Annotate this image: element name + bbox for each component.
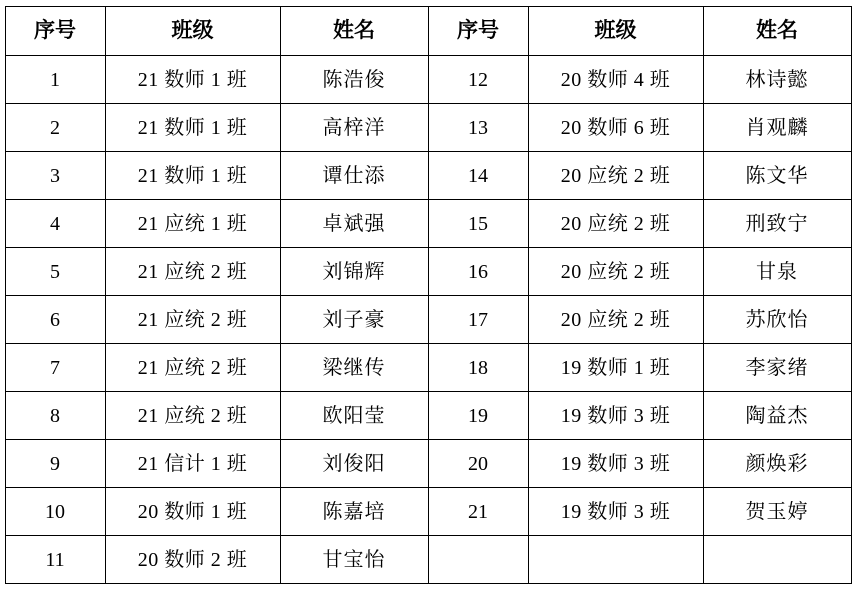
- column-header-seq-right: 序号: [428, 7, 528, 56]
- table-row: [5, 56, 851, 104]
- table-row: [5, 344, 851, 392]
- cell-seq-right: 14: [428, 152, 528, 200]
- cell-name-right: 贺玉婷: [703, 488, 851, 536]
- table-row: [5, 440, 851, 488]
- cell-class-right: 20 应统 2 班: [528, 200, 703, 248]
- table-row: [5, 200, 851, 248]
- table-row: [5, 296, 851, 344]
- cell-name-right: 林诗懿: [703, 56, 851, 104]
- cell-class-left: 21 数师 1 班: [105, 152, 280, 200]
- cell-seq-left: 2: [5, 104, 105, 152]
- cell-seq-left: 8: [5, 392, 105, 440]
- cell-name-left: 陈嘉培: [280, 488, 428, 536]
- cell-seq-right: 16: [428, 248, 528, 296]
- cell-name-right: 肖观麟: [703, 104, 851, 152]
- column-header-class-left: 班级: [105, 7, 280, 56]
- cell-name-left: 卓斌强: [280, 200, 428, 248]
- column-header-seq-left: 序号: [5, 7, 105, 56]
- cell-name-right: 李家绪: [703, 344, 851, 392]
- cell-seq-right-empty: [428, 536, 528, 584]
- cell-seq-right: 21: [428, 488, 528, 536]
- cell-class-left: 21 数师 1 班: [105, 104, 280, 152]
- cell-class-left: 21 应统 2 班: [105, 248, 280, 296]
- cell-name-left: 刘子豪: [280, 296, 428, 344]
- cell-class-right: 19 数师 3 班: [528, 440, 703, 488]
- cell-name-left: 刘锦辉: [280, 248, 428, 296]
- table-row: [5, 248, 851, 296]
- table-row: [5, 152, 851, 200]
- table-body: [5, 56, 851, 584]
- cell-seq-right: 13: [428, 104, 528, 152]
- cell-class-left: 21 数师 1 班: [105, 56, 280, 104]
- cell-name-right: 陈文华: [703, 152, 851, 200]
- cell-class-right: 20 应统 2 班: [528, 248, 703, 296]
- cell-class-left: 21 应统 2 班: [105, 392, 280, 440]
- cell-name-right: 陶益杰: [703, 392, 851, 440]
- table-row: [5, 536, 851, 584]
- cell-class-right: 19 数师 3 班: [528, 392, 703, 440]
- cell-class-right: 20 应统 2 班: [528, 152, 703, 200]
- cell-class-left: 21 应统 2 班: [105, 344, 280, 392]
- cell-class-left: 20 数师 2 班: [105, 536, 280, 584]
- cell-seq-right: 17: [428, 296, 528, 344]
- cell-class-left: 21 信计 1 班: [105, 440, 280, 488]
- cell-class-right-empty: [528, 536, 703, 584]
- table-header: [5, 7, 851, 56]
- student-roster-table: [5, 6, 852, 584]
- cell-name-left: 甘宝怡: [280, 536, 428, 584]
- cell-seq-left: 10: [5, 488, 105, 536]
- cell-name-left: 欧阳莹: [280, 392, 428, 440]
- table-row: [5, 392, 851, 440]
- table-row: [5, 104, 851, 152]
- cell-seq-left: 7: [5, 344, 105, 392]
- cell-class-left: 21 应统 1 班: [105, 200, 280, 248]
- column-header-name-right: 姓名: [703, 7, 851, 56]
- cell-name-right: 苏欣怡: [703, 296, 851, 344]
- cell-class-right: 20 数师 4 班: [528, 56, 703, 104]
- cell-class-left: 20 数师 1 班: [105, 488, 280, 536]
- cell-name-right: 甘泉: [703, 248, 851, 296]
- cell-class-right: 20 数师 6 班: [528, 104, 703, 152]
- header-row: [5, 7, 851, 56]
- cell-seq-right: 15: [428, 200, 528, 248]
- cell-seq-left: 9: [5, 440, 105, 488]
- cell-seq-left: 6: [5, 296, 105, 344]
- cell-class-right: 20 应统 2 班: [528, 296, 703, 344]
- column-header-class-right: 班级: [528, 7, 703, 56]
- cell-seq-left: 3: [5, 152, 105, 200]
- cell-class-right: 19 数师 1 班: [528, 344, 703, 392]
- cell-name-left: 梁继传: [280, 344, 428, 392]
- cell-class-right: 19 数师 3 班: [528, 488, 703, 536]
- cell-seq-right: 12: [428, 56, 528, 104]
- cell-name-left: 高梓洋: [280, 104, 428, 152]
- table-row: [5, 488, 851, 536]
- column-header-name-left: 姓名: [280, 7, 428, 56]
- cell-seq-right: 18: [428, 344, 528, 392]
- cell-name-right: 刑致宁: [703, 200, 851, 248]
- cell-seq-left: 1: [5, 56, 105, 104]
- cell-name-left: 刘俊阳: [280, 440, 428, 488]
- cell-name-right: 颜焕彩: [703, 440, 851, 488]
- cell-seq-left: 5: [5, 248, 105, 296]
- cell-seq-right: 20: [428, 440, 528, 488]
- cell-seq-right: 19: [428, 392, 528, 440]
- cell-class-left: 21 应统 2 班: [105, 296, 280, 344]
- cell-name-left: 谭仕添: [280, 152, 428, 200]
- cell-name-left: 陈浩俊: [280, 56, 428, 104]
- cell-seq-left: 11: [5, 536, 105, 584]
- cell-seq-left: 4: [5, 200, 105, 248]
- cell-name-right-empty: [703, 536, 851, 584]
